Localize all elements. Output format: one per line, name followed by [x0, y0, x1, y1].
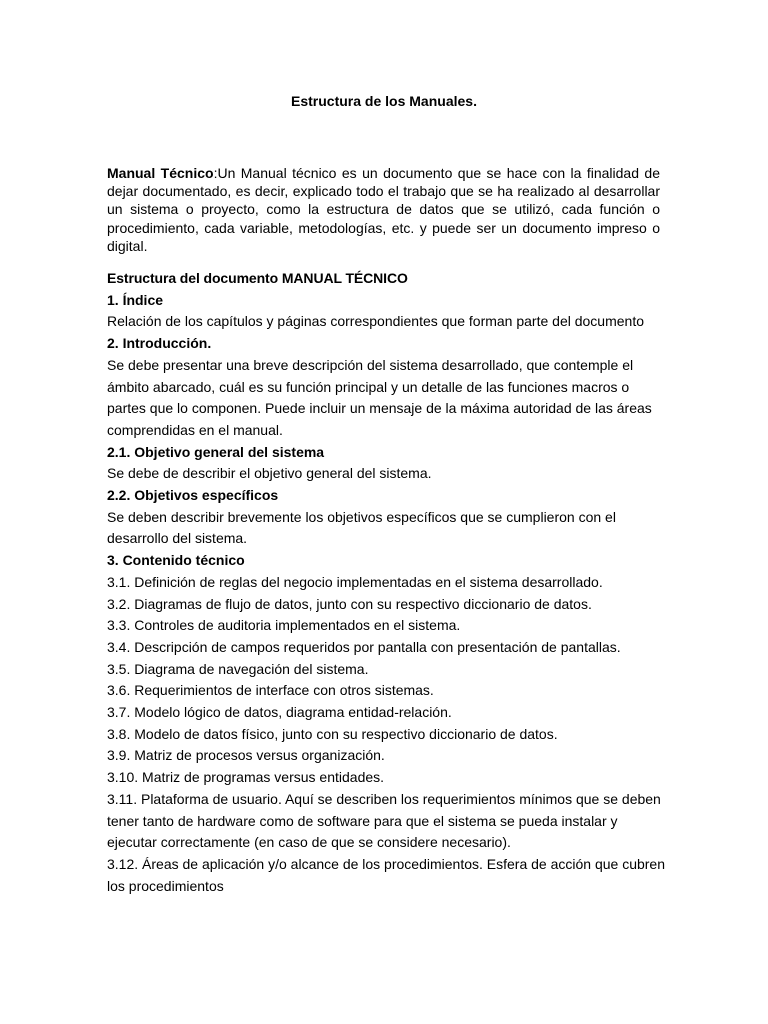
section-text-introduccion: Se debe presentar una breve descripción del sistema desarrollado, que contemple el ámbito abarcado, cuál es su función principal y un detalle de las funciones macros o partes que lo componen. Puede incluir un mensaje de la máxima autoridad de las áreas comprendidas en el manual. [107, 356, 652, 438]
section-text-objetivos-especificos: Se deben describir brevemente los objetivos específicos que se cumplieron con el desarrollo del sistema. [107, 508, 616, 547]
intro-paragraph [107, 164, 660, 255]
document-body [107, 268, 667, 897]
section-heading-indice: 1. Índice [107, 291, 164, 308]
section-text-objetivo-general: Se debe de describir el objetivo general del sistema. [107, 465, 432, 482]
list-item: 3.5. Diagrama de navegación del sistema. [107, 660, 369, 677]
section-heading-objetivo-general: 2.1. Objetivo general del sistema [107, 443, 325, 460]
list-item: 3.7. Modelo lógico de datos, diagrama entidad-relación. [107, 704, 452, 721]
list-item: 3.9. Matriz de procesos versus organización. [107, 747, 385, 764]
section-heading-contenido-tecnico: 3. Contenido técnico [107, 552, 245, 569]
intro-term: Manual Técnico [107, 165, 214, 181]
list-item: 3.11. Plataforma de usuario. Aquí se describen los requerimientos mínimos que se deben tener tanto de hardware como de software para que el sistema se pueda instalar y ejecutar correctamente (en caso de que se considere necesario). [107, 790, 661, 851]
section-heading-introduccion: 2. Introducción. [107, 335, 212, 352]
list-item: 3.3. Controles de auditoria implementados en el sistema. [107, 617, 461, 634]
list-item: 3.8. Modelo de datos físico, junto con su respectivo diccionario de datos. [107, 725, 558, 742]
list-item: 3.1. Definición de reglas del negocio implementadas en el sistema desarrollado. [107, 573, 603, 590]
section-text-indice: Relación de los capítulos y páginas correspondientes que forman parte del documento [107, 313, 644, 330]
intro-text: :Un Manual técnico es un documento que se hace con la finalidad de dejar documentado, es decir, explicado todo el trabajo que se ha realizado al desarrollar un sistema o proyecto, como la estructura de datos que se utilizó, cada función o procedimiento, cada variable, metodologías, etc. y puede ser un documento impreso o digital. [107, 165, 660, 254]
list-item: 3.10. Matriz de programas versus entidades. [107, 769, 385, 786]
document-title: Estructura de los Manuales. [291, 93, 477, 109]
list-item: 3.4. Descripción de campos requeridos por pantalla con presentación de pantallas. [107, 638, 621, 655]
list-item: 3.2. Diagramas de flujo de datos, junto con su respectivo diccionario de datos. [107, 595, 592, 612]
list-item: 3.12. Áreas de aplicación y/o alcance de los procedimientos. Esfera de acción que cubren los procedimientos [107, 855, 666, 894]
section-heading-objetivos-especificos: 2.2. Objetivos específicos [107, 487, 279, 504]
list-item: 3.6. Requerimientos de interface con otros sistemas. [107, 682, 434, 699]
structure-heading: Estructura del documento MANUAL TÉCNICO [107, 270, 408, 286]
